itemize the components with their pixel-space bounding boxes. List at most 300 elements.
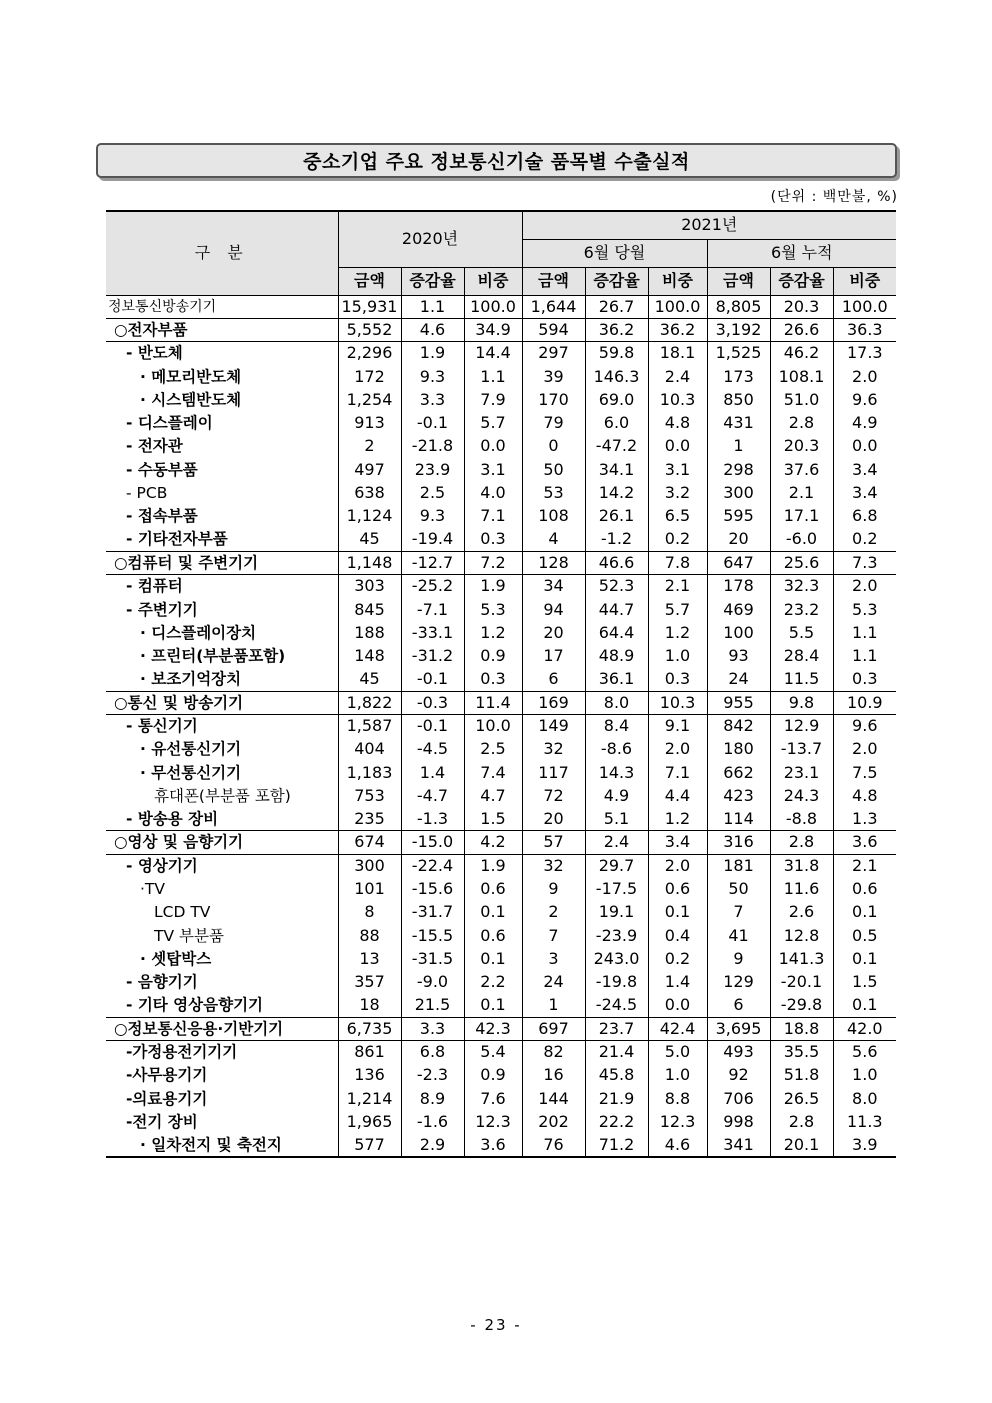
table-cell: 20.3 — [770, 295, 833, 318]
table-cell: 1.2 — [648, 621, 707, 644]
table-cell: 595 — [707, 505, 770, 528]
table-row — [106, 295, 896, 318]
table-cell: 71.2 — [585, 1134, 648, 1157]
table-cell: 31.8 — [770, 854, 833, 877]
table-cell: 235 — [338, 808, 401, 831]
table-cell: 45 — [338, 528, 401, 551]
table-row — [106, 971, 896, 994]
table-cell: 638 — [338, 481, 401, 504]
table-cell: 697 — [522, 1017, 585, 1040]
table-cell: 2.8 — [770, 831, 833, 854]
table-row — [106, 551, 896, 574]
table-row — [106, 318, 896, 341]
row-label: ○전자부품 — [106, 318, 338, 341]
table-cell: 6.5 — [648, 505, 707, 528]
table-cell: -31.2 — [401, 644, 464, 667]
table-cell: 0.3 — [833, 668, 896, 691]
table-cell: -0.1 — [401, 714, 464, 737]
table-cell: 842 — [707, 714, 770, 737]
table-cell: 32 — [522, 854, 585, 877]
table-cell: 913 — [338, 411, 401, 434]
table-cell: 3.2 — [648, 481, 707, 504]
table-cell: 5.5 — [770, 621, 833, 644]
table-cell: 5.6 — [833, 1041, 896, 1064]
row-label: - PCB — [126, 484, 168, 503]
col-header: 비중 — [464, 267, 522, 295]
col-header: 비중 — [833, 267, 896, 295]
table-cell: 141.3 — [770, 947, 833, 970]
table-cell: 1.1 — [464, 365, 522, 388]
table-cell: -23.9 — [585, 924, 648, 947]
table-cell: 13 — [338, 947, 401, 970]
table-body — [106, 295, 896, 1157]
table-row — [106, 1134, 896, 1157]
table-cell: 1,587 — [338, 714, 401, 737]
table-cell: 1,183 — [338, 761, 401, 784]
row-label: - 영상기기 — [126, 857, 198, 876]
table-cell: 493 — [707, 1041, 770, 1064]
row-label: TV 부분품 — [154, 926, 224, 945]
table-cell: 2.4 — [648, 365, 707, 388]
table-cell: 45 — [338, 668, 401, 691]
table-cell: 9 — [522, 877, 585, 900]
table-cell: 34.1 — [585, 458, 648, 481]
table-cell: 1,525 — [707, 342, 770, 365]
col-header: 증감율 — [585, 267, 648, 295]
table-cell: 1.3 — [833, 808, 896, 831]
row-label: · 유선통신기기 — [140, 740, 242, 759]
table-cell: 148 — [338, 644, 401, 667]
table-cell: -24.5 — [585, 994, 648, 1017]
table-cell: -0.1 — [401, 668, 464, 691]
table-cell: 46.2 — [770, 342, 833, 365]
table-cell: 10.3 — [648, 691, 707, 714]
table-cell: 8.0 — [833, 1087, 896, 1110]
table-cell: 114 — [707, 808, 770, 831]
row-label: 정보통신방송기기 — [108, 298, 217, 315]
table-cell: 0.1 — [464, 994, 522, 1017]
table-cell: 34.9 — [464, 318, 522, 341]
table-cell: 10.3 — [648, 388, 707, 411]
table-cell: -8.6 — [585, 738, 648, 761]
table-cell: 146.3 — [585, 365, 648, 388]
table-cell: 2.6 — [770, 901, 833, 924]
table-cell: 2.0 — [833, 365, 896, 388]
export-table — [106, 210, 896, 1158]
table-cell: 45.8 — [585, 1064, 648, 1087]
table-cell: 0.0 — [648, 994, 707, 1017]
table-row — [106, 598, 896, 621]
table-cell: 1.0 — [833, 1064, 896, 1087]
row-label: - 통신기기 — [126, 717, 198, 736]
table-cell: -7.1 — [401, 598, 464, 621]
table-cell: 180 — [707, 738, 770, 761]
row-label: - 디스플레이 — [126, 414, 213, 433]
table-cell: 7.9 — [464, 388, 522, 411]
table-cell: 12.3 — [648, 1110, 707, 1133]
table-cell: -8.8 — [770, 808, 833, 831]
row-label: · 메모리반도체 — [140, 367, 242, 386]
table-cell: 297 — [522, 342, 585, 365]
table-cell: -25.2 — [401, 575, 464, 598]
table-cell: 69.0 — [585, 388, 648, 411]
table-cell: 1,822 — [338, 691, 401, 714]
table-cell: 42.3 — [464, 1017, 522, 1040]
table-row — [106, 1017, 896, 1040]
table-cell: 5.3 — [464, 598, 522, 621]
table-cell: -21.8 — [401, 435, 464, 458]
table-cell: -29.8 — [770, 994, 833, 1017]
row-label: - 컴퓨터 — [126, 577, 183, 596]
table-cell: 0.2 — [833, 528, 896, 551]
table-cell: 1.0 — [648, 644, 707, 667]
table-cell: 26.7 — [585, 295, 648, 318]
table-cell: 4.4 — [648, 784, 707, 807]
table-cell: 1,214 — [338, 1087, 401, 1110]
table-cell: 11.3 — [833, 1110, 896, 1133]
table-cell: 42.4 — [648, 1017, 707, 1040]
table-cell: 173 — [707, 365, 770, 388]
col-header: 금액 — [338, 267, 401, 295]
category-header: 구 분 — [106, 211, 338, 295]
row-label: - 음향기기 — [126, 973, 198, 992]
table-cell: 35.5 — [770, 1041, 833, 1064]
table-cell: 128 — [522, 551, 585, 574]
table-cell: 16 — [522, 1064, 585, 1087]
table-cell: 0.1 — [464, 901, 522, 924]
table-cell: -15.6 — [401, 877, 464, 900]
table-cell: 1.9 — [464, 854, 522, 877]
unit-note: (단위 : 백만불, %) — [770, 189, 898, 205]
table-cell: -31.7 — [401, 901, 464, 924]
june-cumulative-header: 6월 누적 — [707, 239, 896, 267]
table-cell: 0.3 — [464, 668, 522, 691]
table-cell: 22.2 — [585, 1110, 648, 1133]
table-cell: 3.6 — [464, 1134, 522, 1157]
table-row — [106, 668, 896, 691]
table-cell: 1.5 — [464, 808, 522, 831]
table-cell: 243.0 — [585, 947, 648, 970]
table-cell: 2.1 — [833, 854, 896, 877]
table-cell: 20 — [707, 528, 770, 551]
table-cell: 0.3 — [648, 668, 707, 691]
table-cell: 861 — [338, 1041, 401, 1064]
table-cell: 100.0 — [833, 295, 896, 318]
table-cell: 9.3 — [401, 365, 464, 388]
year-2020-header: 2020년 — [338, 211, 522, 267]
row-label: - 기타 영상음향기기 — [126, 996, 264, 1015]
table-cell: 0.4 — [648, 924, 707, 947]
table-row — [106, 901, 896, 924]
table-cell: 1.2 — [648, 808, 707, 831]
table-cell: -9.0 — [401, 971, 464, 994]
table-cell: 7.3 — [833, 551, 896, 574]
table-cell: 17 — [522, 644, 585, 667]
table-cell: 57 — [522, 831, 585, 854]
table-cell: 647 — [707, 551, 770, 574]
table-cell: 9.6 — [833, 714, 896, 737]
table-cell: 706 — [707, 1087, 770, 1110]
table-cell: 23.9 — [401, 458, 464, 481]
table-cell: 1.1 — [833, 621, 896, 644]
table-cell: 9.3 — [401, 505, 464, 528]
table-cell: 0.2 — [648, 947, 707, 970]
table-cell: 5.0 — [648, 1041, 707, 1064]
table-cell: 4.9 — [585, 784, 648, 807]
table-cell: 753 — [338, 784, 401, 807]
row-label: - 방송용 장비 — [126, 809, 219, 828]
table-cell: 6.8 — [833, 505, 896, 528]
table-cell: 7.8 — [648, 551, 707, 574]
table-cell: 316 — [707, 831, 770, 854]
table-row — [106, 1064, 896, 1087]
table-row — [106, 505, 896, 528]
table-cell: 50 — [707, 877, 770, 900]
table-cell: 11.6 — [770, 877, 833, 900]
table-cell: 101 — [338, 877, 401, 900]
table-cell: 2.5 — [464, 738, 522, 761]
table-cell: 0.6 — [833, 877, 896, 900]
table-cell: 36.1 — [585, 668, 648, 691]
col-header: 증감율 — [401, 267, 464, 295]
table-cell: -13.7 — [770, 738, 833, 761]
table-cell: 4 — [522, 528, 585, 551]
table-row — [106, 388, 896, 411]
table-cell: 1.9 — [464, 575, 522, 598]
table-cell: 7.6 — [464, 1087, 522, 1110]
table-cell: 6,735 — [338, 1017, 401, 1040]
table-cell: -31.5 — [401, 947, 464, 970]
table-cell: 8.8 — [648, 1087, 707, 1110]
table-cell: 10.0 — [464, 714, 522, 737]
report-title: 중소기업 주요 정보통신기술 품목별 수출실적 — [96, 143, 897, 178]
table-cell: 100.0 — [464, 295, 522, 318]
table-row — [106, 691, 896, 714]
table-row — [106, 365, 896, 388]
table-cell: -4.7 — [401, 784, 464, 807]
table-cell: 26.5 — [770, 1087, 833, 1110]
table-cell: 29.7 — [585, 854, 648, 877]
table-cell: 23.2 — [770, 598, 833, 621]
table-cell: 431 — [707, 411, 770, 434]
table-cell: 23.1 — [770, 761, 833, 784]
table-cell: 3.6 — [833, 831, 896, 854]
table-cell: 17.1 — [770, 505, 833, 528]
table-cell: 9.8 — [770, 691, 833, 714]
table-cell: 303 — [338, 575, 401, 598]
table-cell: 4.7 — [464, 784, 522, 807]
table-cell: 4.2 — [464, 831, 522, 854]
table-cell: 662 — [707, 761, 770, 784]
table-cell: 41 — [707, 924, 770, 947]
table-cell: 53 — [522, 481, 585, 504]
table-cell: 0.3 — [464, 528, 522, 551]
row-label: ·TV — [140, 880, 165, 899]
table-cell: -17.5 — [585, 877, 648, 900]
table-cell: 129 — [707, 971, 770, 994]
table-cell: 7.1 — [464, 505, 522, 528]
table-row — [106, 621, 896, 644]
row-label: -가정용전기기기 — [126, 1043, 238, 1062]
table-cell: 0.1 — [833, 994, 896, 1017]
table-cell: 2.8 — [770, 411, 833, 434]
table-cell: 0.6 — [464, 924, 522, 947]
table-cell: 144 — [522, 1087, 585, 1110]
table-cell: 7.4 — [464, 761, 522, 784]
table-cell: 850 — [707, 388, 770, 411]
table-cell: 6 — [522, 668, 585, 691]
row-label: · 디스플레이장치 — [140, 623, 257, 642]
table-cell: 18.8 — [770, 1017, 833, 1040]
table-cell: 34 — [522, 575, 585, 598]
col-header: 금액 — [707, 267, 770, 295]
table-cell: 2.2 — [464, 971, 522, 994]
table-cell: 25.6 — [770, 551, 833, 574]
table-cell: 4.8 — [648, 411, 707, 434]
table-cell: 4.8 — [833, 784, 896, 807]
table-cell: 52.3 — [585, 575, 648, 598]
table-cell: -1.6 — [401, 1110, 464, 1133]
table-cell: 9 — [707, 947, 770, 970]
row-label: 휴대폰(부분품 포함) — [154, 786, 291, 805]
table-cell: 404 — [338, 738, 401, 761]
table-cell: 170 — [522, 388, 585, 411]
table-cell: 577 — [338, 1134, 401, 1157]
table-cell: 20.1 — [770, 1134, 833, 1157]
row-label: ○통신 및 방송기기 — [106, 691, 338, 714]
table-cell: 39 — [522, 365, 585, 388]
table-cell: 1,148 — [338, 551, 401, 574]
table-cell: 5.3 — [833, 598, 896, 621]
table-cell: 0.2 — [648, 528, 707, 551]
table-cell: 6.8 — [401, 1041, 464, 1064]
table-cell: -22.4 — [401, 854, 464, 877]
table-cell: 2.1 — [770, 481, 833, 504]
table-cell: 108.1 — [770, 365, 833, 388]
table-cell: 32.3 — [770, 575, 833, 598]
table-row — [106, 435, 896, 458]
table-cell: -33.1 — [401, 621, 464, 644]
table-cell: 8.0 — [585, 691, 648, 714]
table-cell: -2.3 — [401, 1064, 464, 1087]
table-cell: 23.7 — [585, 1017, 648, 1040]
table-cell: 469 — [707, 598, 770, 621]
table-cell: 42.0 — [833, 1017, 896, 1040]
table-cell: 2.9 — [401, 1134, 464, 1157]
row-label: - 접속부품 — [126, 507, 198, 526]
col-header: 증감율 — [770, 267, 833, 295]
table-cell: -0.1 — [401, 411, 464, 434]
table-row — [106, 458, 896, 481]
table-cell: 7.5 — [833, 761, 896, 784]
table-cell: 2 — [338, 435, 401, 458]
table-cell: 178 — [707, 575, 770, 598]
table-cell: 7.2 — [464, 551, 522, 574]
table-cell: 2,296 — [338, 342, 401, 365]
table-cell: 1,965 — [338, 1110, 401, 1133]
table-cell: 2.0 — [648, 738, 707, 761]
table-cell: 14.4 — [464, 342, 522, 365]
table-cell: 5.7 — [464, 411, 522, 434]
table-cell: 0.6 — [648, 877, 707, 900]
table-cell: 5.4 — [464, 1041, 522, 1064]
table-cell: 8,805 — [707, 295, 770, 318]
table-cell: 94 — [522, 598, 585, 621]
table-cell: 674 — [338, 831, 401, 854]
table-cell: 2.0 — [833, 575, 896, 598]
table-cell: 1 — [522, 994, 585, 1017]
table-cell: 18 — [338, 994, 401, 1017]
table-cell: 8.9 — [401, 1087, 464, 1110]
table-row — [106, 644, 896, 667]
table-cell: 1,254 — [338, 388, 401, 411]
table-cell: 4.6 — [648, 1134, 707, 1157]
table-cell: 9.6 — [833, 388, 896, 411]
table-cell: 9.1 — [648, 714, 707, 737]
table-cell: 28.4 — [770, 644, 833, 667]
table-cell: 51.8 — [770, 1064, 833, 1087]
table-cell: 423 — [707, 784, 770, 807]
table-cell: 2.1 — [648, 575, 707, 598]
table-cell: 1.5 — [833, 971, 896, 994]
table-cell: 3.4 — [648, 831, 707, 854]
table-cell: 3.4 — [833, 458, 896, 481]
table-row — [106, 1041, 896, 1064]
table-cell: 2.8 — [770, 1110, 833, 1133]
row-label: · 셋탑박스 — [140, 949, 212, 968]
table-cell: 0.1 — [464, 947, 522, 970]
table-cell: 59.8 — [585, 342, 648, 365]
table-cell: -1.3 — [401, 808, 464, 831]
table-cell: 0.9 — [464, 644, 522, 667]
table-cell: 188 — [338, 621, 401, 644]
table-cell: 0.0 — [833, 435, 896, 458]
table-cell: 37.6 — [770, 458, 833, 481]
table-cell: 341 — [707, 1134, 770, 1157]
table-row — [106, 575, 896, 598]
table-cell: 24 — [522, 971, 585, 994]
table-cell: 72 — [522, 784, 585, 807]
table-cell: 0 — [522, 435, 585, 458]
table-cell: 2.4 — [585, 831, 648, 854]
table-cell: 1,124 — [338, 505, 401, 528]
table-cell: 51.0 — [770, 388, 833, 411]
table-row — [106, 877, 896, 900]
row-label: · 시스템반도체 — [140, 390, 242, 409]
table-cell: 44.7 — [585, 598, 648, 621]
table-row — [106, 342, 896, 365]
table-cell: 8.4 — [585, 714, 648, 737]
table-cell: -4.5 — [401, 738, 464, 761]
table-cell: 0.0 — [648, 435, 707, 458]
table-cell: 17.3 — [833, 342, 896, 365]
table-row — [106, 761, 896, 784]
table-row — [106, 481, 896, 504]
table-row — [106, 411, 896, 434]
table-cell: 0.9 — [464, 1064, 522, 1087]
table-cell: 3.3 — [401, 1017, 464, 1040]
table-cell: 4.9 — [833, 411, 896, 434]
table-cell: 79 — [522, 411, 585, 434]
table-cell: 3.3 — [401, 388, 464, 411]
table-cell: 26.1 — [585, 505, 648, 528]
table-cell: 3,695 — [707, 1017, 770, 1040]
table-cell: -19.8 — [585, 971, 648, 994]
table-cell: 181 — [707, 854, 770, 877]
table-cell: 12.9 — [770, 714, 833, 737]
table-cell: 1.1 — [833, 644, 896, 667]
table-row — [106, 1087, 896, 1110]
